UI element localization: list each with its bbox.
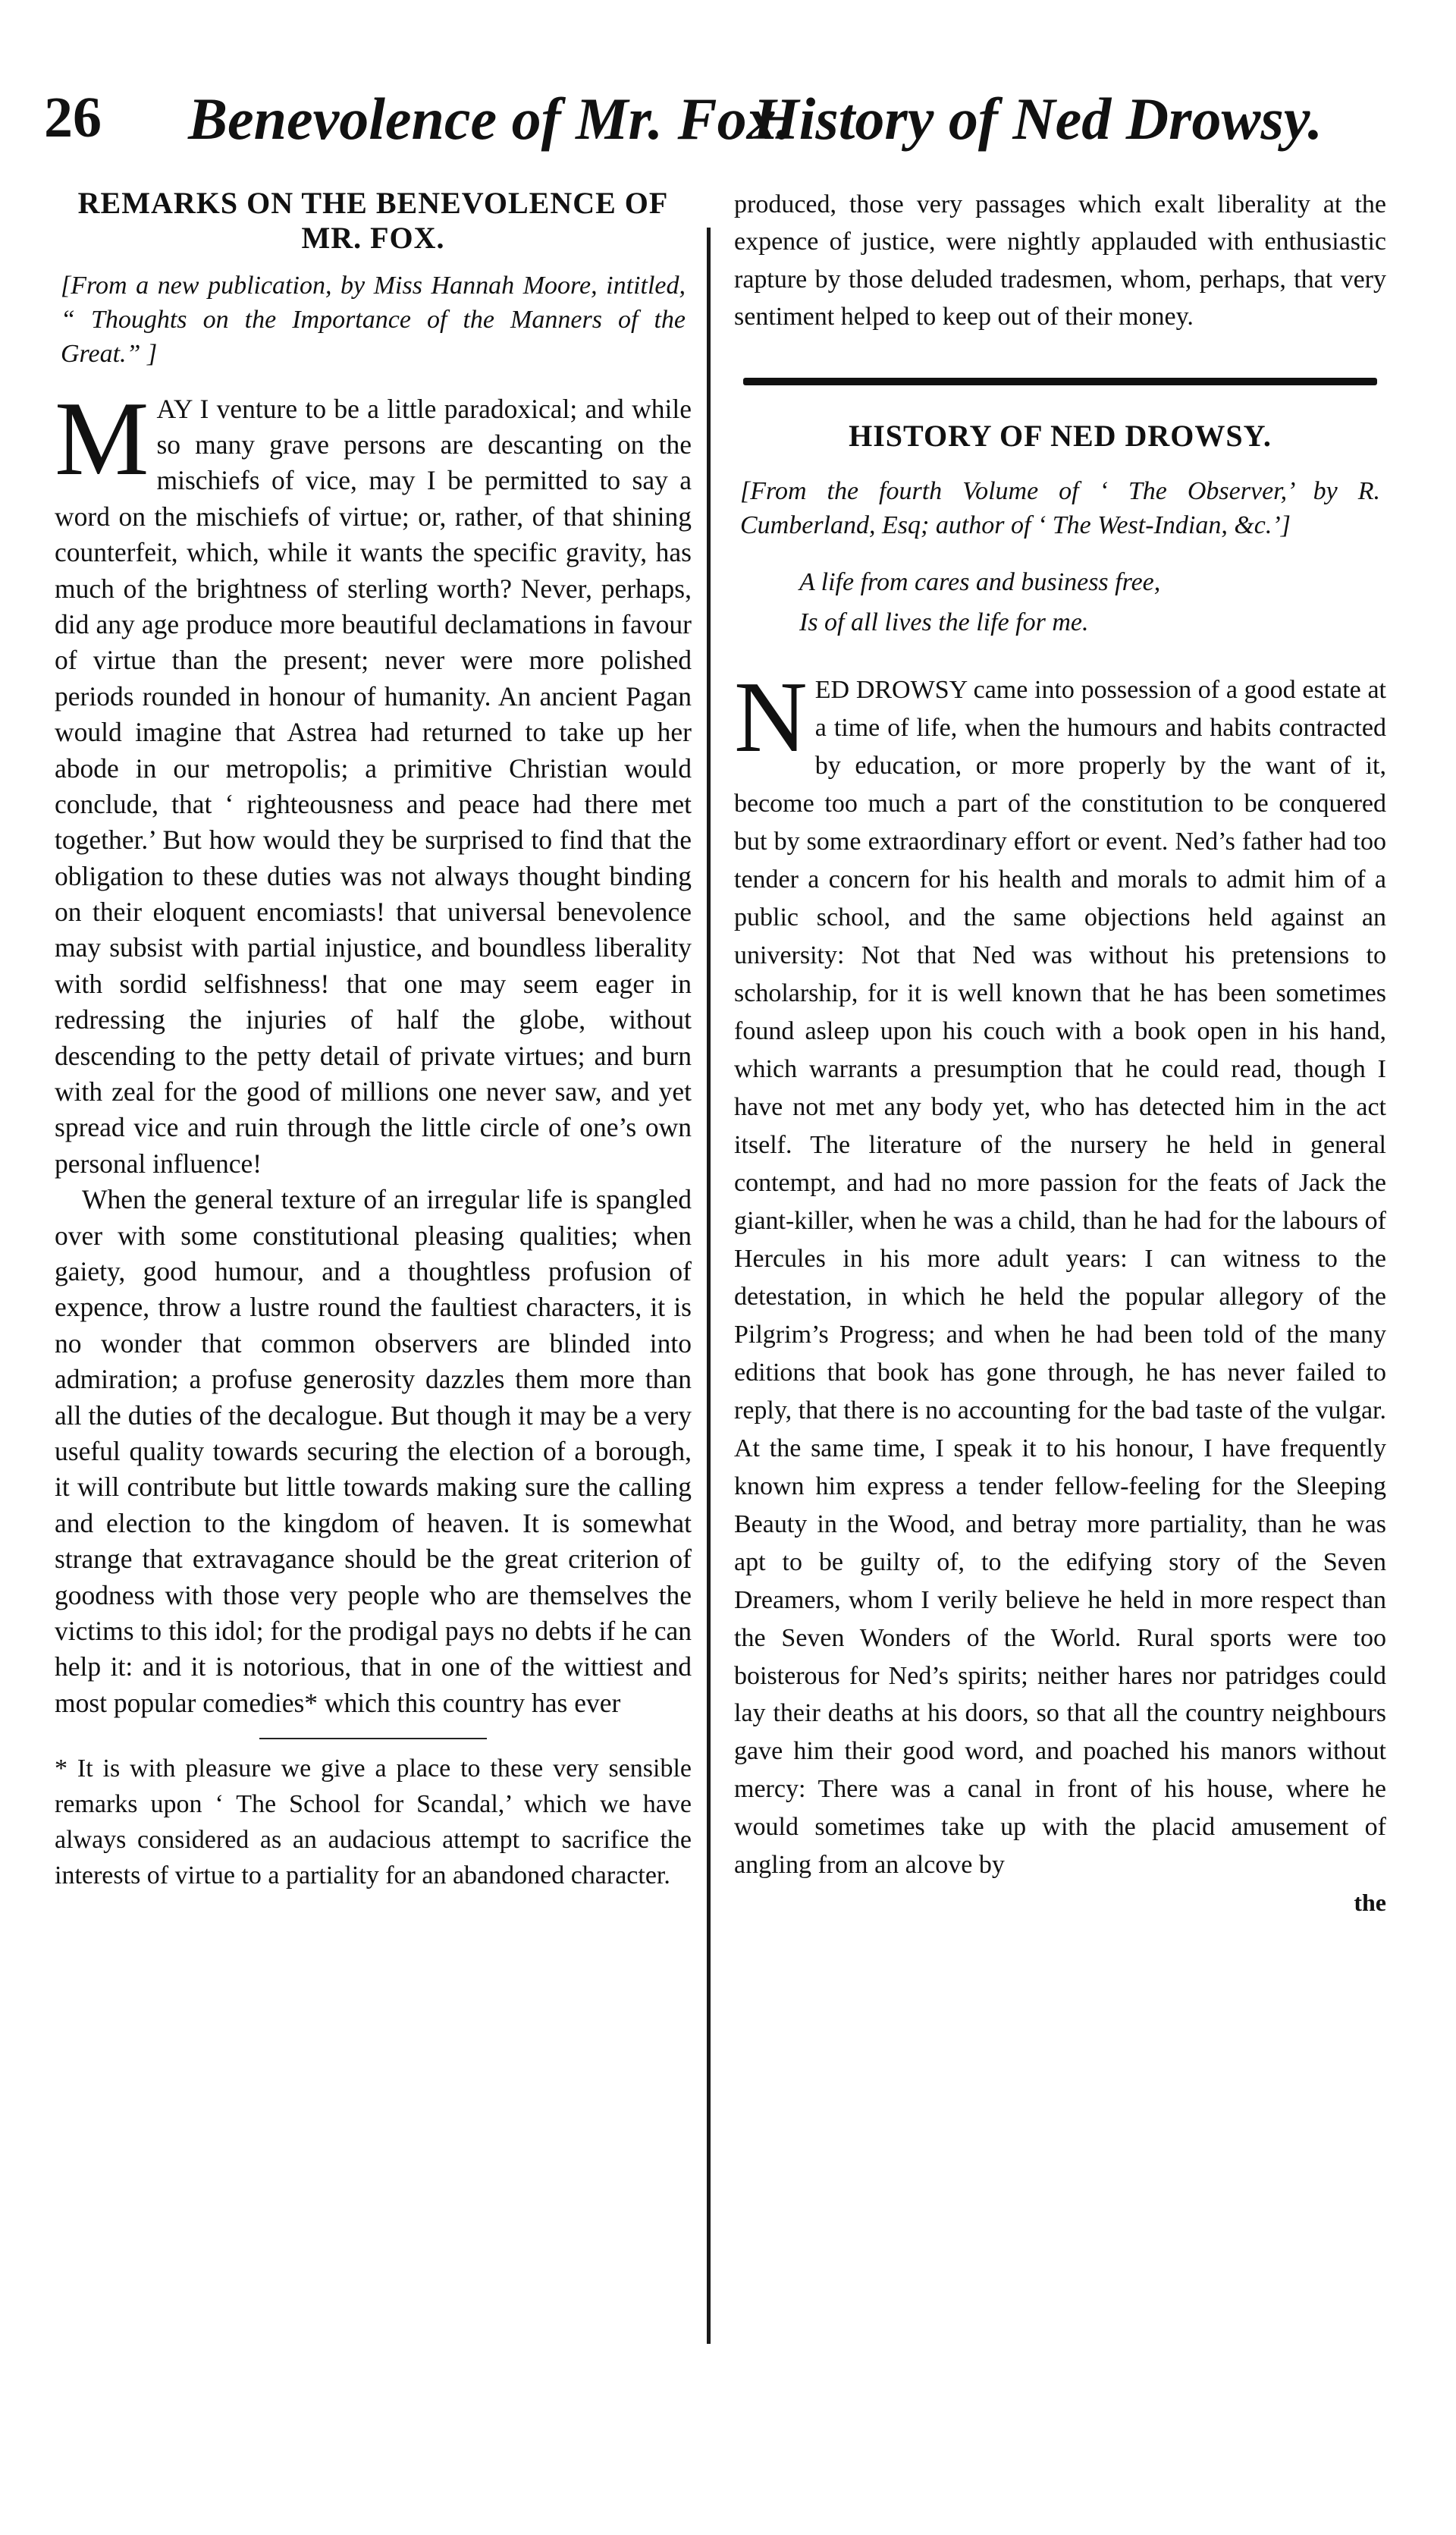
verse-line: Is of all lives the life for me. [799,608,1089,636]
left-column [55,186,692,1894]
paragraph-1-text: AY I venture to be a little paradoxical; and while so many grave persons are descanting on the mischiefs of vice, may I be permitted to say a word on the mischiefs of virtue; or, rather, of that shining counterfeit, which, while it wants the specific gravity, has much of the brightness of sterling worth? Never, perhaps, did any age produce more beautiful declamations in favour of virtue than the present; never were more polished periods rounded in honour of humanity. An ancient Pagan would imagine that Astrea had returned to take up her abode in our metropolis; a primitive Christian would conclude, that ‘ righteousness and peace had there met together.’ But how would they be surprised to find that the obligation to these duties was not always thought binding on their eloquent encomiasts! that universal benevolence may subsist with partial injustice, and boundless liberality with sordid selfishness! that one may seem eager in redressing the injuries of half the globe, without descending to the petty detail of private virtues; and burn with zeal for the good of millions one never saw, and yet spread vice and ruin through the little circle of one’s own personal influence! [55,393,692,1179]
article-continuation: produced, those very passages which exalt liberality at the expence of justice, were nightly applauded with enthusiastic rapture by those deluded tradesmen, whom, perhaps, that very sentiment helped to keep out of their money. [734,190,1386,331]
article-source-note: [From a new publication, by Miss Hannah Moore, intitled, “ Thoughts on the Importance of the Manners of the Great.” ] [61,272,686,368]
footnote-divider [259,1738,487,1739]
article-source-note-2: [From the fourth Volume of ‘ The Observer,’ by R. Cumberland, Esq; author of ‘ The West-Indian, &c.’] [740,477,1380,540]
right-column [734,186,1386,1917]
header-right-title: History of Ned Drowsy. [753,86,1323,152]
article-body-2 [734,661,1386,1884]
article-title-benevolence: REMARKS ON THE BENEVOLENCE OF MR. FOX. [77,186,669,255]
paragraph-ned [734,661,1386,1884]
drop-cap: N [734,661,808,774]
drop-cap: M [55,379,149,498]
article-title-ned-drowsy: HISTORY OF NED DROWSY. [849,419,1272,454]
page-number: 26 [44,86,102,149]
running-header [44,85,1394,168]
paragraph-2: When the general texture of an irregular life is spangled over with some constitutional pleasing qualities; when gaiety, good humour, and a thoughtless profusion of expence, throw a lustre round the faultiest characters, it is no wonder that common observers are blinded into admiration; a profuse generosity dazzles them more than all the duties of the decalogue. But though it may be a very useful quality towards securing the election of a borough, it will contribute but little towards making sure the calling and election to the kingdom of heaven. It is somewhat strange that extravagance should be the great criterion of goodness with those very people who are themselves the victims to this idol; for the prodigal pays no debts if he can help it: and it is notorious, that in one of the wittiest and most popular comedies* which this country has ever [55,1184,692,1718]
epigraph-verse [734,563,1386,642]
header-left-title: Benevolence of Mr. Fox. [188,86,792,152]
article-body [55,379,692,1721]
verse-line: A life from cares and business free, [799,567,1161,596]
section-divider [743,378,1377,385]
paragraph-1 [55,379,692,1183]
catchword: the [1354,1889,1386,1917]
paragraph-ned-text: ED DROWSY came into possession of a good estate at a time of life, when the humours and habits contracted by education, or more properly by the want of it, become too much a part of the constitution to be conquered but by some extraordinary effort or event. Ned’s father had too tender a concern for his health and morals to admit him of a public school, and the same objections held against an university: Not that Ned was without his pretensions to scholarship, for it is well known that he has been sometimes found asleep upon his couch with a book open in his hand, which warrants a presumption that he could read, though I have not met any body yet, who has detected him in the act itself. The literature of the nursery he held in general contempt, and had no more passion for the feats of Jack the giant-killer, when he was a child, than he had for the labours of Hercules in his more adult years: I can witness to the detestation, in which he held the popular allegory of the Pilgrim’s Progress; and when he had been told of the many editions that book has gone through, he has never failed to reply, that there is no accounting for the bad taste of the vulgar. At the same time, I speak it to his honour, I have frequently known him express a tender fellow-feeling for the Sleeping Beauty in the Wood, and betray more partiality, than he was apt to be guilty of, to the edifying story of the Seven Dreamers, whom I verily believe he held in more respect than the Seven Wonders of the World. Rural sports were too boisterous for Ned’s spirits; neither hares nor patridges could lay their deaths at his doors, so that all the country neighbours gave him their good word, and poached his manors without mercy: There was a canal in front of his house, where he would sometimes take up with the placid amusement of angling from an alcove by [734,676,1386,1880]
footnote: * It is with pleasure we give a place to these very sensible remarks upon ‘ The School for Scandal,’ which we have always considered as an audacious attempt to sacrifice the interests of virtue to a partiality for an abandoned character. [55,1754,692,1889]
column-divider [707,228,711,2344]
